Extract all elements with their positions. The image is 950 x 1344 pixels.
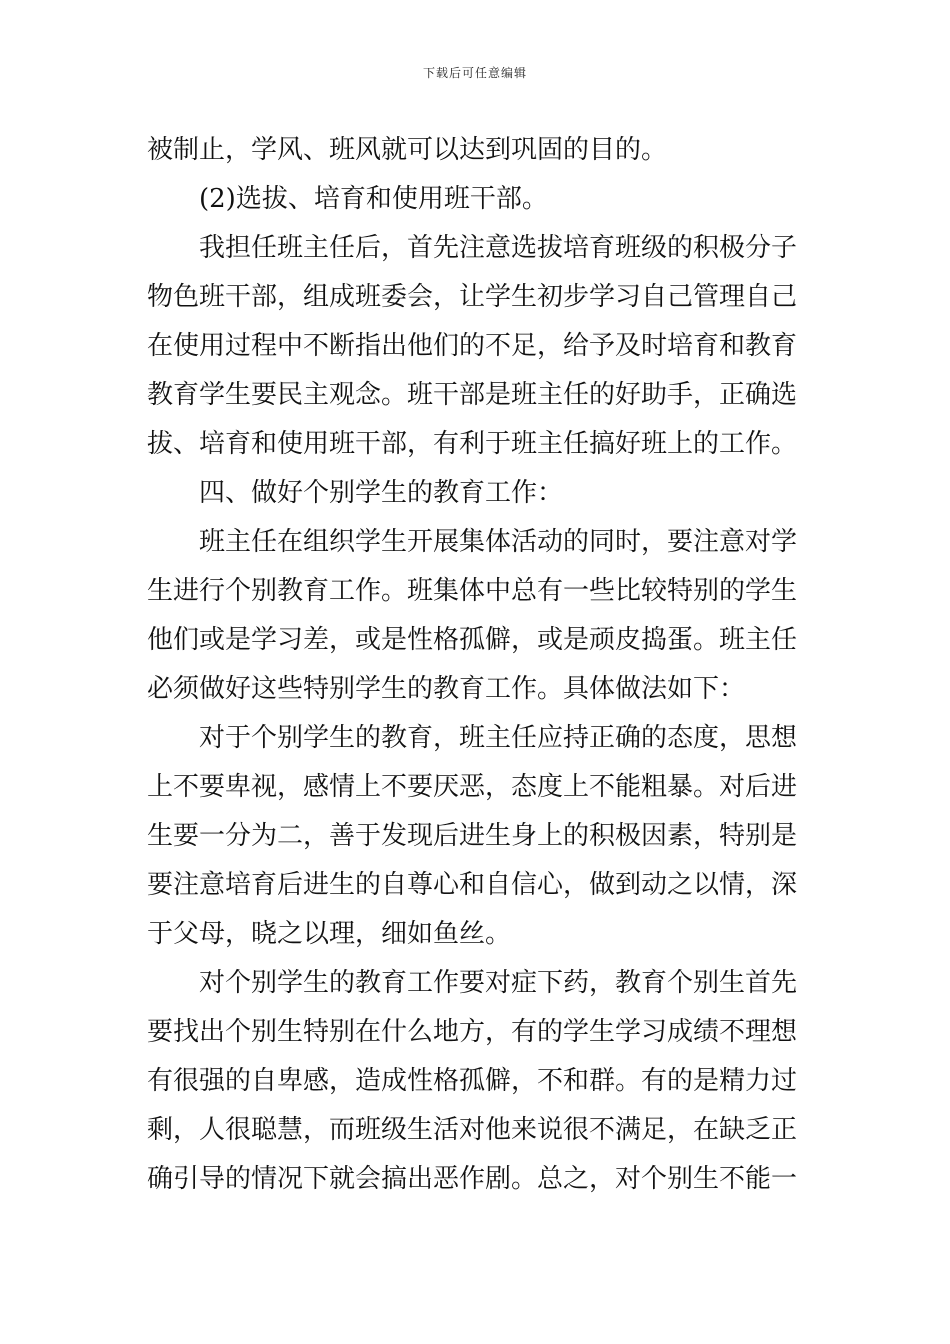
text-line: 我担任班主任后，首先注意选拔培育班级的积极分子 xyxy=(199,233,798,263)
text-line: (2)选拔、培育和使用班干部。 xyxy=(199,184,548,214)
text-line: 对于个别学生的教育，班主任应持正确的态度，思想 xyxy=(199,723,798,753)
text-line: 有很强的自卑感，造成性格孤僻，不和群。有的是精力过 xyxy=(147,1066,798,1096)
text-line: 生要一分为二，善于发现后进生身上的积极因素，特别是 xyxy=(147,821,798,851)
text-line: 要注意培育后进生的自尊心和自信心，做到动之以情，深 xyxy=(147,870,798,900)
text-line: 生进行个别教育工作。班集体中总有一些比较特别的学生 xyxy=(147,576,798,606)
text-line: 物色班干部，组成班委会，让学生初步学习自己管理自己 xyxy=(147,282,798,312)
text-line: 被制止，学风、班风就可以达到巩固的目的。 xyxy=(147,135,668,165)
text-line: 剩，人很聪慧，而班级生活对他来说很不满足，在缺乏正 xyxy=(147,1115,798,1145)
text-line: 于父母，晓之以理，细如鱼丝。 xyxy=(147,919,512,949)
text-line: 上不要卑视，感情上不要厌恶，态度上不能粗暴。对后进 xyxy=(147,772,798,802)
text-line: 对个别学生的教育工作要对症下药，教育个别生首先 xyxy=(199,968,798,998)
text-line: 四、做好个别学生的教育工作： xyxy=(199,478,564,508)
text-line: 他们或是学习差，或是性格孤僻，或是顽皮捣蛋。班主任 xyxy=(147,625,798,655)
text-line: 在使用过程中不断指出他们的不足，给予及时培育和教育 xyxy=(147,331,798,361)
document-body xyxy=(147,126,807,1204)
text-line: 教育学生要民主观念。班干部是班主任的好助手，正确选 xyxy=(147,380,798,410)
text-line: 确引导的情况下就会搞出恶作剧。总之，对个别生不能一 xyxy=(147,1164,798,1194)
text-line: 必须做好这些特别学生的教育工作。具体做法如下： xyxy=(147,674,746,704)
text-line: 拔、培育和使用班干部，有利于班主任搞好班上的工作。 xyxy=(147,429,798,459)
page-header: 下载后可任意编辑 xyxy=(422,66,527,80)
text-line: 班主任在组织学生开展集体活动的同时，要注意对学 xyxy=(199,527,798,557)
text-line: 要找出个别生特别在什么地方，有的学生学习成绩不理想 xyxy=(147,1017,798,1047)
